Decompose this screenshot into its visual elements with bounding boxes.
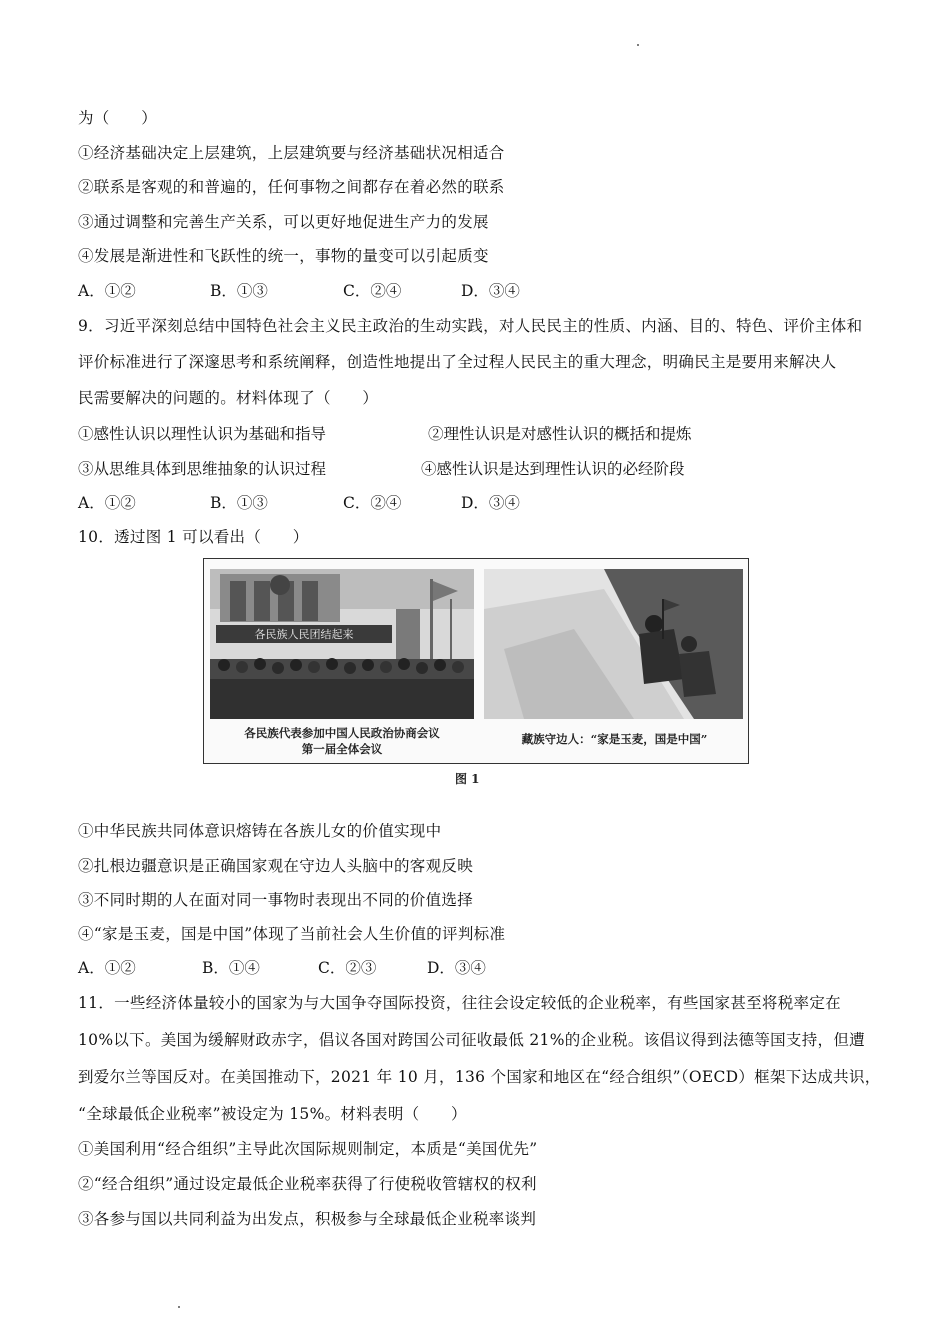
caption-right: 藏族守边人：“家是玉麦，国是中国” (521, 732, 708, 746)
q9-item-4: ④感性认识是达到理性认识的必经阶段 (421, 460, 685, 478)
figure-1 (203, 558, 749, 764)
q8-item-3: ③通过调整和完善生产关系，可以更好地促进生产力的发展 (78, 213, 489, 231)
q8-option-b: B．①③ (210, 282, 268, 300)
q11-stem-line-1: 11．一些经济体量较小的国家为与大国争夺国际投资，往往会设定较低的企业税率，有些国家甚至将税率定在 (78, 994, 841, 1012)
q8-tail: 为（ ） (78, 109, 158, 127)
q11-item-1: ①美国利用“经合组织”主导此次国际规则制定，本质是“美国优先” (78, 1140, 538, 1158)
q8-option-a: A．①② (78, 282, 136, 300)
q9-option-a: A．①② (78, 494, 136, 512)
q9-stem-line-2: 评价标准进行了深邃思考和系统阐释，创造性地提出了全过程人民民主的重大理念，明确民主是要用来解决人 (78, 353, 837, 371)
q10-item-1: ①中华民族共同体意识熔铸在各族儿女的价值实现中 (78, 822, 442, 840)
q11-item-2: ②“经合组织”通过设定最低企业税率获得了行使税收管辖权的权利 (78, 1175, 537, 1193)
banner-text: 各民族人民团结起来 (254, 628, 354, 641)
photo-tibetan-border-guard (484, 569, 743, 719)
q10-item-2: ②扎根边疆意识是正确国家观在守边人头脑中的客观反映 (78, 857, 474, 875)
q9-item-3: ③从思维具体到思维抽象的认识过程 (78, 460, 327, 478)
q11-stem-line-2: 10%以下。美国为缓解财政赤字，倡议各国对跨国公司征收最低 21%的企业税。该倡议得到法德等国支持，但遭 (78, 1031, 865, 1049)
q8-option-c: C．②④ (343, 282, 402, 300)
q9-item-1: ①感性认识以理性认识为基础和指导 (78, 425, 327, 443)
caption-left-line-2: 第一届全体会议 (301, 742, 383, 756)
q10-option-c: C．②③ (318, 959, 377, 977)
caption-left-line-1: 各民族代表参加中国人民政治协商会议 (244, 726, 440, 740)
q10-stem: 10．透过图 1 可以看出（ ） (78, 528, 309, 546)
q9-item-2: ②理性认识是对感性认识的概括和提炼 (428, 425, 692, 443)
q9-stem-line-1: 9．习近平深刻总结中国特色社会主义民主政治的生动实践，对人民民主的性质、内涵、目的、特色、评价主体和 (78, 317, 863, 335)
caption-left (210, 725, 474, 757)
q9-option-b: B．①③ (210, 494, 268, 512)
q10-item-3: ③不同时期的人在面对同一事物时表现出不同的价值选择 (78, 891, 474, 909)
q10-item-4: ④“家是玉麦，国是中国”体现了当前社会人生价值的评判标准 (78, 925, 506, 943)
figure-label: 图 1 (455, 772, 480, 786)
q8-item-2: ②联系是客观的和普遍的，任何事物之间都存在着必然的联系 (78, 178, 505, 196)
q11-stem-line-3: 到爱尔兰等国反对。在美国推动下，2021 年 10 月，136 个国家和地区在“经合组织”（OECD）框架下达成共识， (78, 1068, 881, 1086)
q8-item-1: ①经济基础决定上层建筑，上层建筑要与经济基础状况相适合 (78, 144, 505, 162)
q8-option-d: D．③④ (461, 282, 520, 300)
scan-dot-top (637, 44, 639, 46)
q8-item-4: ④发展是渐进性和飞跃性的统一，事物的量变可以引起质变 (78, 247, 489, 265)
q9-option-c: C．②④ (343, 494, 402, 512)
q10-option-a: A．①② (78, 959, 136, 977)
q10-option-b: B．①④ (202, 959, 260, 977)
scan-dot-bottom (178, 1306, 180, 1308)
q11-item-3: ③各参与国以共同利益为出发点，积极参与全球最低企业税率谈判 (78, 1210, 537, 1228)
photo-cppcc-meeting (210, 569, 474, 719)
q11-stem-line-4: “全球最低企业税率”被设定为 15%。材料表明（ ） (78, 1105, 467, 1123)
q9-stem-line-3: 民需要解决的问题的。材料体现了（ ） (78, 389, 379, 407)
q10-option-d: D．③④ (427, 959, 486, 977)
q9-option-d: D．③④ (461, 494, 520, 512)
